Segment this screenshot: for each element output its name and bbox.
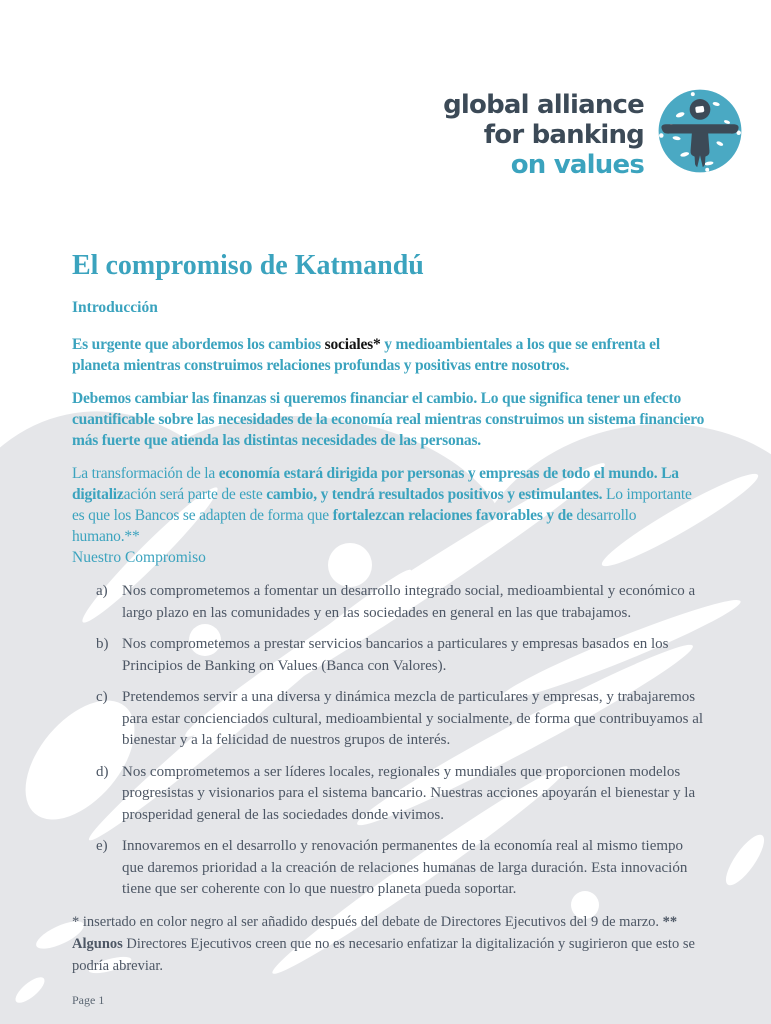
- list-marker: e): [96, 838, 108, 854]
- list-item-text: Nos comprometemos a ser líderes locales, regionales y mundiales que proporcionen modelos progresistas y visionarios para el sistema bancario. Nuestras acciones apoyarán el bienestar y la prosperidad general de las sociedades donde vivimos.: [122, 763, 696, 823]
- text-run: * insertado en color negro al ser añadido después del debate de Directores Ejecutivos del 9 de marzo.: [72, 913, 663, 930]
- text-run: Debemos cambiar las finanzas si queremos financiar el cambio. Lo que significa tener un efecto cuantificable sobre las necesidades de la economía real mientras construimos un sistema financiero más fuerte que atienda las distintas necesidades de las personas.: [72, 390, 705, 449]
- list-item-d: [96, 762, 706, 827]
- logo-line-1: global alliance: [443, 90, 644, 120]
- commitment-heading: Nuestro Compromiso: [72, 549, 206, 566]
- text-run: Directores Ejecutivos creen que no es necesario enfatizar la digitalización y sugirieron que esto se podría abreviar.: [72, 935, 695, 974]
- intro-heading: Introducción: [72, 299, 158, 316]
- text-run: y medioambientales a los que se enfrenta el planeta mientras construimos relaciones profundas y positivas entre nosotros.: [72, 336, 660, 374]
- text-run: Es urgente que abordemos los cambios: [72, 336, 325, 353]
- intro-paragraph-1: [72, 334, 706, 376]
- logo-wordmark: [443, 90, 644, 180]
- text-run: sociales*: [324, 336, 381, 353]
- gabv-globe-icon: [655, 86, 745, 176]
- text-run: cambio, y tendrá resultados positivos y estimulantes.: [266, 486, 603, 503]
- logo-line-3: on values: [510, 150, 644, 180]
- text-run: Lo importante es que los Bancos se adapten de forma que: [72, 486, 692, 524]
- list-item-text: Pretendemos servir a una diversa y dinámica mezcla de particulares y empresas, y trabajaremos para estar concienciados cultural, medioambiental y socialmente, de forma que contribuyamos al bienestar y a la felicidad de nuestros grupos de interés.: [122, 689, 704, 748]
- list-item-c: [96, 687, 706, 752]
- text-run: economía estará dirigida por personas y empresas de todo el mundo. La digitaliz: [72, 465, 679, 503]
- text-run: ** Algunos: [72, 913, 678, 952]
- text-run: desarrollo humano.**: [72, 507, 637, 545]
- list-marker: d): [96, 763, 109, 780]
- list-item-e: [96, 836, 706, 901]
- logo-line-2: for banking: [483, 120, 644, 150]
- text-run: fortalezcan relaciones favorables y de: [332, 507, 577, 524]
- document-body: [72, 250, 706, 977]
- list-item-b: [96, 634, 706, 677]
- footnote: [72, 911, 706, 977]
- intro-paragraph-2: [72, 388, 706, 451]
- list-marker: c): [96, 689, 108, 705]
- list-item-text: Nos comprometemos a fomentar un desarrollo integrado social, medioambiental y económico a largo plazo en las comunidades y en las sociedades en general en las que trabajamos.: [122, 583, 696, 621]
- gabv-logo: [443, 86, 745, 180]
- list-item-a: [96, 581, 706, 624]
- list-marker: a): [96, 583, 108, 599]
- list-item-text: Nos comprometemos a prestar servicios bancarios a particulares y empresas basados en los Principios de Banking on Values (Banca con Valores).: [122, 636, 669, 674]
- commitment-list: [72, 581, 706, 901]
- list-item-text: Innovaremos en el desarrollo y renovación permanentes de la economía real al mismo tiempo que daremos prioridad a la creación de relaciones humanas de larga duración. Esta innovación tiene que ser coherente con lo que nuestro planeta pueda soportar.: [122, 838, 688, 897]
- intro-paragraph-3: [72, 463, 706, 547]
- text-run: La transformación de la: [72, 465, 219, 482]
- list-marker: b): [96, 636, 109, 652]
- page-title: El compromiso de Katmandú: [72, 250, 424, 281]
- text-run: ación será parte de este: [123, 486, 267, 503]
- page-number: Page 1: [72, 993, 105, 1007]
